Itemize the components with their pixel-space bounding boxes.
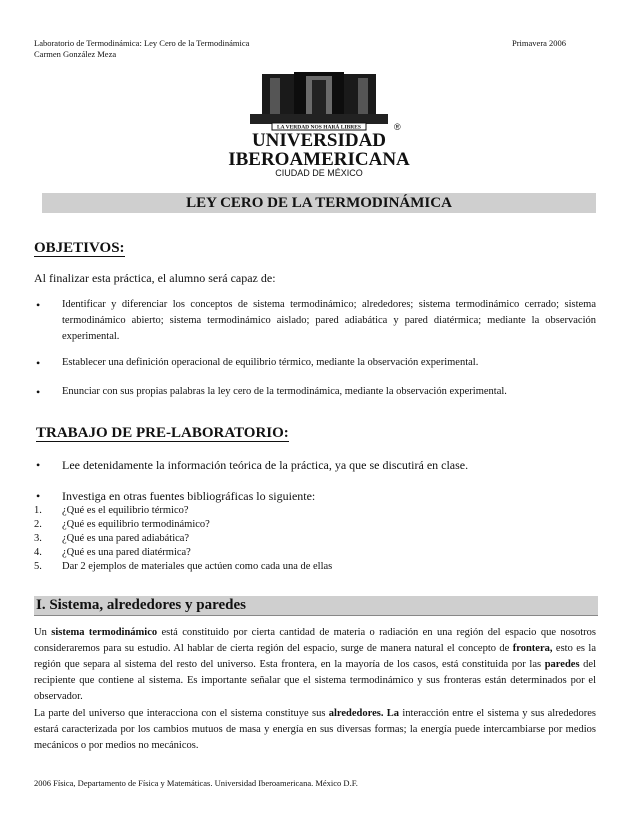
- section-paragraph: La parte del universo que interacciona con el sistema constituye sus alrededores. La interacción entre el sistema y sus alrededores estará caracterizada por los cambios mutuos de masa y energía en sus diversas formas; la energía puede intercambiarse por medios mecánicos o por medios no mecánicos.: [34, 708, 596, 751]
- bullet-icon: •: [36, 298, 41, 312]
- question-number: 4.: [34, 547, 42, 558]
- term-frontera: frontera,: [512, 643, 553, 654]
- svg-text:LA VERDAD NOS HARÁ LIBRES: LA VERDAD NOS HARÁ LIBRES: [277, 124, 361, 131]
- question-number: 3.: [34, 533, 42, 544]
- bullet-icon: •: [36, 458, 41, 472]
- question-text: ¿Qué es equilibrio termodinámico?: [62, 519, 210, 530]
- prelab-heading: [36, 425, 289, 442]
- section-heading: I. Sistema, alrededores y paredes: [34, 596, 598, 616]
- objetivo-text: Enunciar con sus propias palabras la ley cero de la termodinámica, mediante la observación experimental.: [62, 386, 507, 397]
- svg-text:UNIVERSIDAD: UNIVERSIDAD: [251, 130, 387, 151]
- question-text: ¿Qué es el equilibrio térmico?: [62, 505, 189, 516]
- objetivos-intro: Al finalizar esta práctica, el alumno será capaz de:: [34, 271, 276, 285]
- svg-text:IBEROAMERICANA: IBEROAMERICANA: [228, 149, 410, 170]
- bullet-icon: •: [36, 489, 41, 503]
- bullet-icon: •: [36, 356, 41, 370]
- document-title: LEY CERO DE LA TERMODINÁMICA: [42, 193, 596, 213]
- question-number: 5.: [34, 561, 42, 572]
- header-term: Primavera 2006: [512, 38, 567, 48]
- svg-text:®: ®: [394, 122, 401, 132]
- bullet-icon: •: [36, 385, 41, 399]
- term-paredes: paredes: [544, 659, 580, 670]
- header-left: [34, 38, 249, 60]
- question-number: 2.: [34, 519, 42, 530]
- objetivo-text: Establecer una definición operacional de equilibrio térmico, mediante la observación experimental.: [62, 357, 479, 368]
- term-sistema: sistema termodinámico: [51, 627, 158, 638]
- question-number: 1.: [34, 505, 42, 516]
- prelab-heading-text: TRABAJO DE PRE-LABORATORIO:: [36, 425, 289, 441]
- header-author: Carmen González Meza: [34, 49, 117, 59]
- page-footer: 2006 Física, Departamento de Física y Matemáticas. Universidad Iberoamericana. México D.F.: [34, 778, 358, 788]
- prelab-text: Investiga en otras fuentes bibliográficas lo siguiente:: [62, 489, 316, 503]
- header-course-title: Laboratorio de Termodinámica: Ley Cero de la Termodinámica: [34, 38, 250, 48]
- question-item: [34, 559, 332, 575]
- question-text: Dar 2 ejemplos de materiales que actúen como cada una de ellas: [62, 561, 333, 572]
- question-text: ¿Qué es una pared diatérmica?: [62, 547, 191, 558]
- question-text: ¿Qué es una pared adiabática?: [62, 533, 190, 544]
- objetivos-heading: [34, 240, 125, 257]
- university-logo: [210, 70, 428, 180]
- section-paragraph: Un sistema termodinámico está constituido por cierta cantidad de materia o radiación en una región del espacio que nosotros consideraremos para su estudio. Al hablar de cierta región del espacio, surge de manera natural el concepto de frontera, esto es la región que separa al sistema del resto del universo. Esta frontera, en la mayoría de los casos, está constituida por las paredes del recipiente que contiene al sistema. Es importante señalar que el sistema termodinámico y sus fronteras están determinados por el observador.: [34, 627, 597, 702]
- university-seal-icon: [210, 70, 428, 180]
- objetivos-heading-text: OBJETIVOS:: [34, 240, 125, 256]
- objetivo-text: Identificar y diferenciar los conceptos de sistema termodinámico; alrededores; sistema termodinámico cerrado; sistema termodinámico abierto; sistema termodinámico aislado; pared adiabática y pared diatérmica; mediante la observación experimental.: [62, 299, 596, 342]
- prelab-text: Lee detenidamente la información teórica de la práctica, ya que se discutirá en clase.: [62, 458, 469, 472]
- svg-text:CIUDAD DE MÉXICO: CIUDAD DE MÉXICO: [275, 168, 363, 178]
- term-alrededores: alrededores. La: [328, 708, 400, 719]
